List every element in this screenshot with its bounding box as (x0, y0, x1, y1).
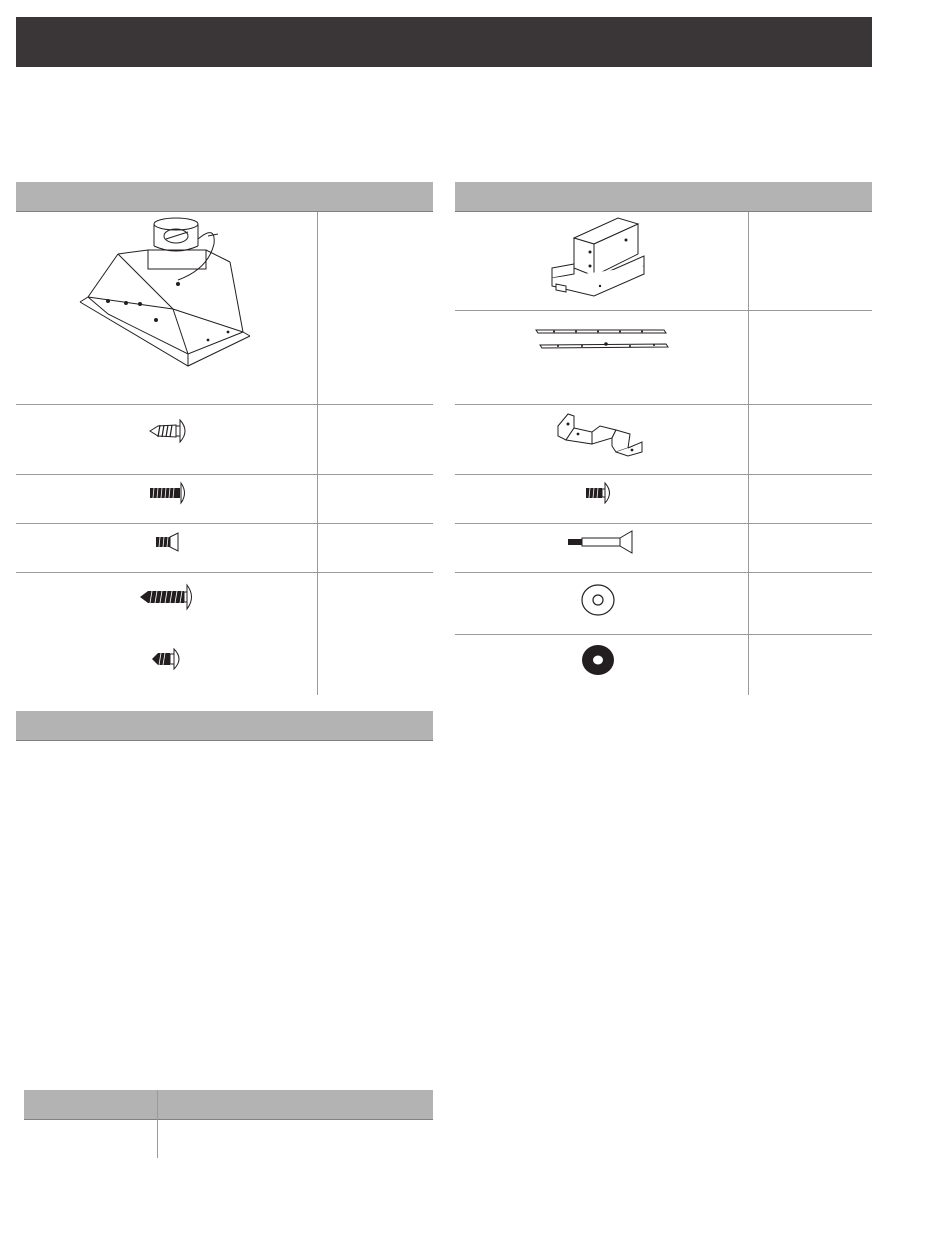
row-divider (16, 474, 433, 475)
row-divider (455, 572, 872, 573)
screw-icon (148, 418, 192, 444)
tools-table-header-col2 (158, 1090, 433, 1120)
rubber-washer-icon (580, 643, 616, 677)
screw-icon (148, 482, 190, 504)
row-divider (455, 310, 872, 311)
row-divider (455, 474, 872, 475)
row-divider (455, 523, 872, 524)
long-screw-icon (566, 530, 638, 554)
screw-icon (150, 648, 186, 670)
parts-supplied-header (16, 182, 433, 212)
row-divider (455, 404, 872, 405)
title-bar (16, 17, 872, 67)
parts-supplied-heading (16, 182, 433, 194)
screw-icon (155, 532, 185, 552)
row-divider (455, 634, 872, 635)
screw-icon (138, 584, 198, 610)
page-title (16, 17, 872, 45)
left-table-divider (317, 212, 318, 695)
range-hood-insert-icon (78, 214, 253, 374)
rail-strip-icon (534, 328, 670, 352)
row-divider (16, 404, 433, 405)
right-table-divider (748, 212, 749, 695)
bent-bracket-icon (556, 412, 646, 458)
tools-table-header-col1 (24, 1090, 157, 1120)
hardware-heading (455, 182, 872, 194)
tools-col2-header (158, 1090, 433, 1104)
row-divider (16, 572, 433, 573)
mounting-bracket-icon (548, 216, 648, 296)
washer-icon (580, 583, 616, 617)
tools-heading (16, 711, 433, 723)
row-divider (16, 523, 433, 524)
tools-col1-header (24, 1090, 157, 1104)
tools-header (16, 711, 433, 741)
tools-table-divider (157, 1090, 158, 1158)
screw-icon (584, 482, 616, 504)
hardware-header (455, 182, 872, 212)
